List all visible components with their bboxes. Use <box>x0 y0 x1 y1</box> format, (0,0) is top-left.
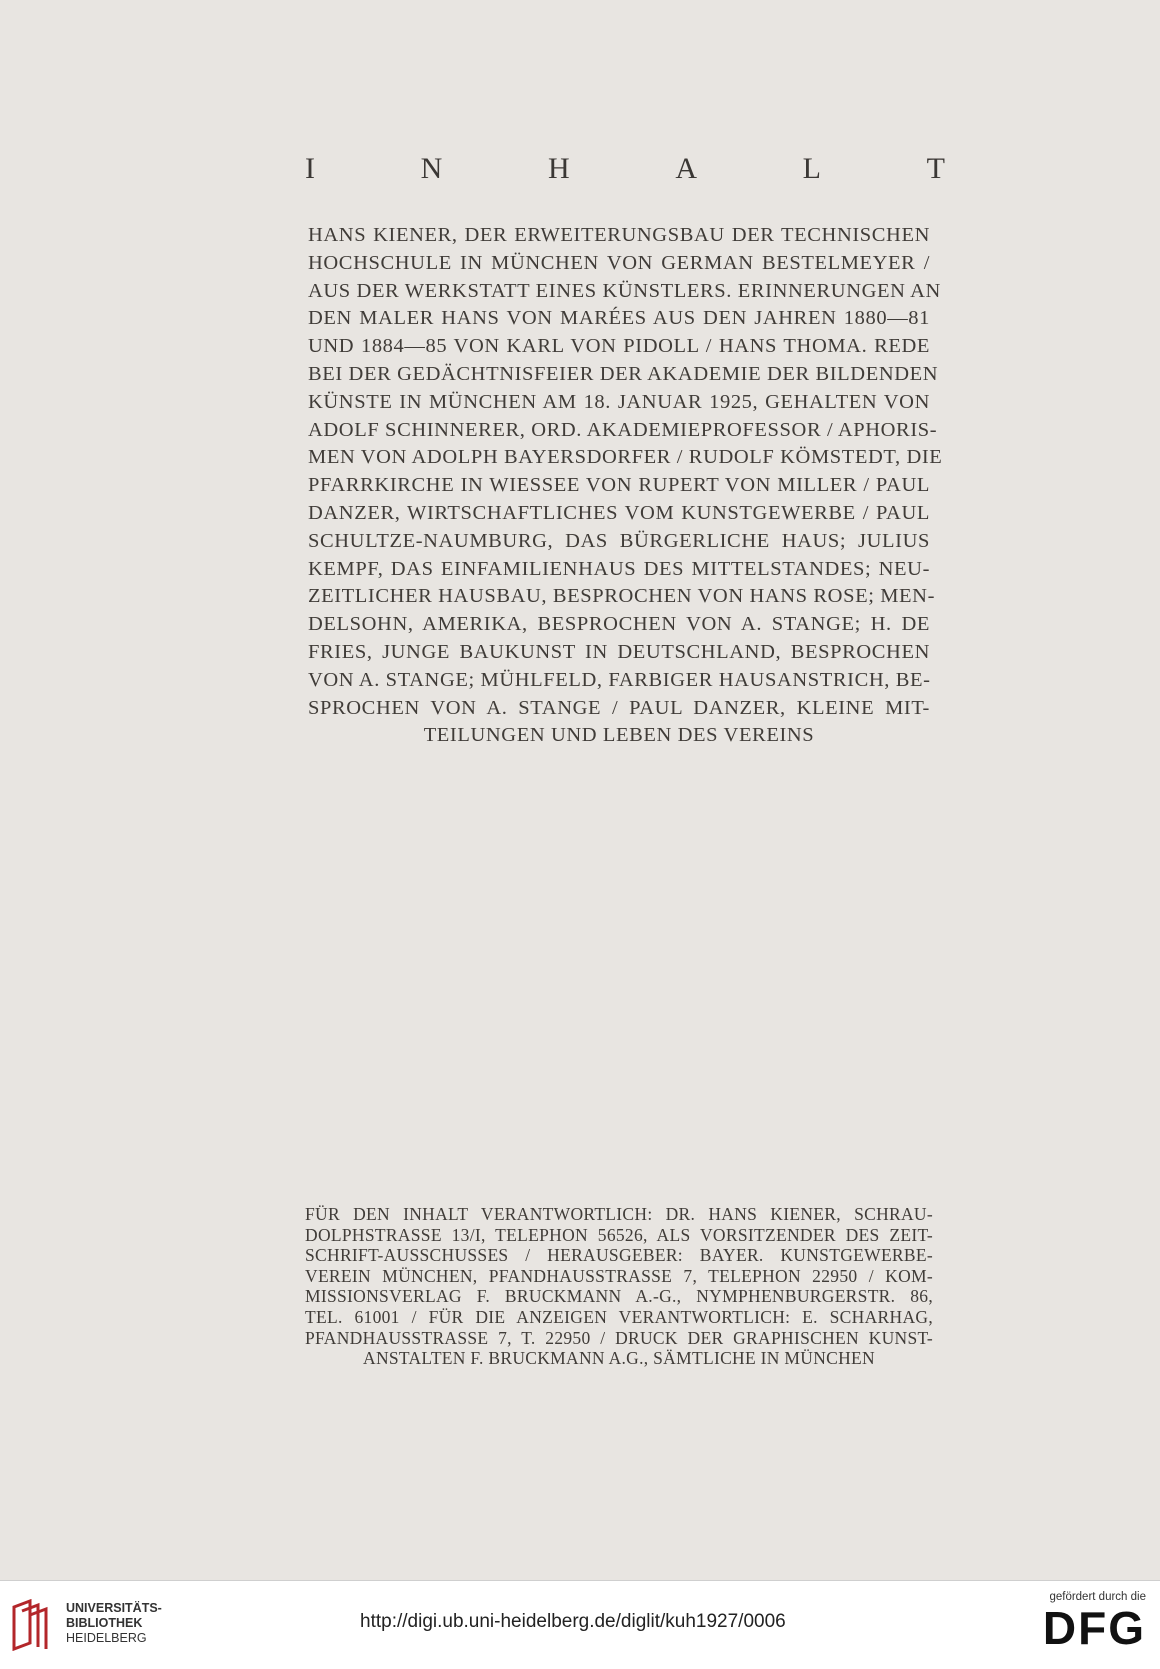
contents-line: SPROCHEN VON A. STANGE / PAUL DANZER, KLEINE MIT- <box>308 696 930 719</box>
contents-line: FRIES, JUNGE BAUKUNST IN DEUTSCHLAND, BESPROCHEN <box>308 640 930 663</box>
contents-line: HANS KIENER, DER ERWEITERUNGSBAU DER TECHNISCHEN <box>308 224 930 246</box>
contents-line: MEN VON ADOLPH BAYERSDORFER / RUDOLF KÖMSTEDT, DIE <box>308 446 943 469</box>
imprint-line: DOLPHSTRASSE 13/I, TELEPHON 56526, ALS VORSITZENDER DES ZEIT- <box>305 1224 933 1245</box>
contents-line: PFARRKIRCHE IN WIESSEE VON RUPERT VON MILLER / PAUL <box>308 474 930 497</box>
contents-line: DANZER, WIRTSCHAFTLICHES VOM KUNSTGEWERBE / PAUL <box>308 501 930 524</box>
imprint-line: ANSTALTEN F. BRUCKMANN A.G., SÄMTLICHE IN MÜNCHEN <box>363 1348 875 1369</box>
library-name-line: UNIVERSITÄTS- <box>66 1601 162 1615</box>
contents-line: HOCHSCHULE IN MÜNCHEN VON GERMAN BESTELMEYER / <box>308 251 930 274</box>
contents-line: AUS DER WERKSTATT EINES KÜNSTLERS. ERINNERUNGEN AN <box>308 279 941 302</box>
contents-line: DEN MALER HANS VON MARÉES AUS DEN JAHREN 1880—81 <box>308 307 930 330</box>
funding-caption: gefördert durch die <box>1049 1591 1146 1603</box>
contents-line: SCHULTZE-NAUMBURG, DAS BÜRGERLICHE HAUS; JULIUS <box>308 529 930 552</box>
page-title <box>305 152 945 186</box>
title-letter: A <box>675 152 697 185</box>
title-letter: N <box>420 152 443 185</box>
library-emblem-icon <box>10 1599 58 1651</box>
contents-line: BEI DER GEDÄCHTNISFEIER DER AKADEMIE DER BILDENDEN <box>308 362 939 385</box>
dfg-logo-text: DFG <box>1042 1602 1146 1654</box>
library-logo[interactable] <box>10 1599 162 1659</box>
imprint <box>305 1204 933 1369</box>
imprint-line: MISSIONSVERLAG F. BRUCKMANN A.-G., NYMPHENBURGERSTR. 86, <box>305 1286 933 1307</box>
title-letter: I <box>305 152 315 185</box>
title-letter: T <box>926 152 945 185</box>
funder-logo[interactable] <box>1006 1591 1146 1661</box>
imprint-line: TEL. 61001 / FÜR DIE ANZEIGEN VERANTWORTLICH: E. SCHARHAG, <box>305 1306 933 1327</box>
contents-line: UND 1884—85 VON KARL VON PIDOLL / HANS THOMA. REDE <box>308 335 930 358</box>
contents-line: ZEITLICHER HAUSBAU, BESPROCHEN VON HANS ROSE; MEN- <box>308 585 936 608</box>
contents-line: DELSOHN, AMERIKA, BESPROCHEN VON A. STANGE; H. DE <box>308 613 930 636</box>
imprint-line: VEREIN MÜNCHEN, PFANDHAUSSTRASSE 7, TELEPHON 22950 / KOM- <box>305 1265 933 1286</box>
title-letter: H <box>547 152 570 185</box>
library-name-line: HEIDELBERG <box>66 1631 147 1645</box>
contents-line: VON A. STANGE; MÜHLFELD, FARBIGER HAUSANSTRICH, BE- <box>308 668 931 691</box>
title-letter: L <box>802 152 821 185</box>
contents-line: KÜNSTE IN MÜNCHEN AM 18. JANUAR 1925, GEHALTEN VON <box>308 390 930 413</box>
imprint-line: FÜR DEN INHALT VERANTWORTLICH: DR. HANS KIENER, SCHRAU- <box>305 1204 933 1224</box>
table-of-contents <box>308 222 943 750</box>
imprint-line: PFANDHAUSSTRASSE 7, T. 22950 / DRUCK DER GRAPHISCHEN KUNST- <box>305 1327 933 1348</box>
contents-line: ADOLF SCHINNERER, ORD. AKADEMIEPROFESSOR / APHORIS- <box>308 418 938 441</box>
contents-line: KEMPF, DAS EINFAMILIENHAUS DES MITTELSTANDES; NEU- <box>308 557 930 580</box>
imprint-line: SCHRIFT-AUSSCHUSSES / HERAUSGEBER: BAYER. KUNSTGEWERBE- <box>305 1245 933 1266</box>
contents-line: TEILUNGEN UND LEBEN DES VEREINS <box>423 724 815 747</box>
library-name-line: BIBLIOTHEK <box>66 1616 143 1630</box>
permalink-url[interactable]: http://digi.ub.uni-heidelberg.de/diglit/kuh1927/0006 <box>360 1611 786 1632</box>
digitization-footer <box>0 1580 1160 1669</box>
